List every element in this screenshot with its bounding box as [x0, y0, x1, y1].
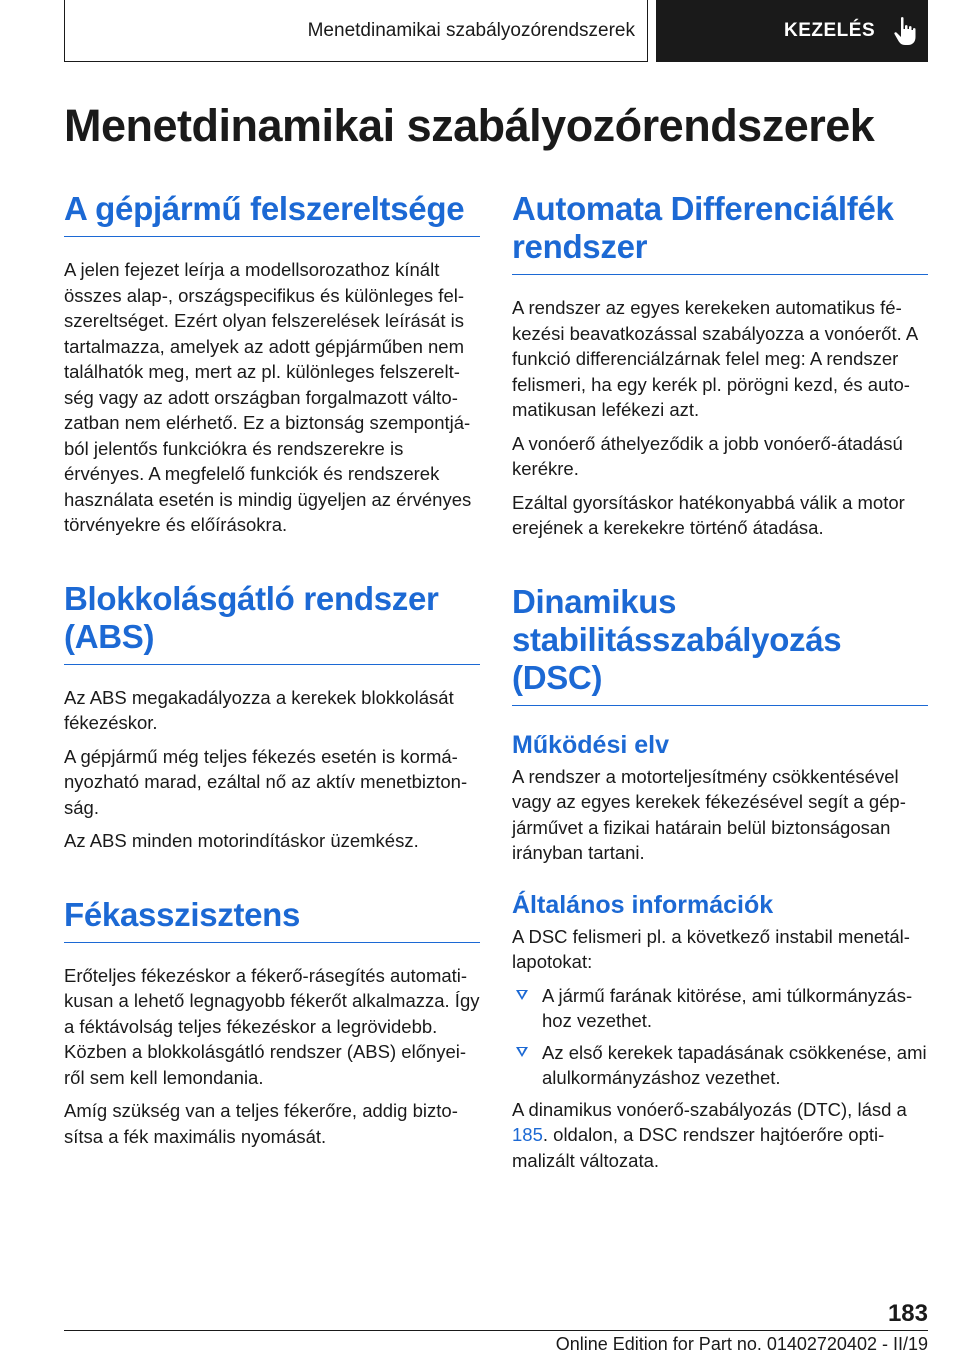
footer-edition: Online Edition for Part no. 01402720402 - II/19: [555, 1334, 928, 1354]
heading-dsc: Dinamikus stabilitásszabályozás (DSC): [512, 583, 928, 706]
header-section-title: Menetdinamikai szabályozórendszerek: [64, 0, 648, 62]
list-item-text: A jármű farának kitörése, ami túlkormányzáshoz vezethet.: [542, 984, 913, 1031]
heading-brake-assist: Fékasszisztens: [64, 896, 480, 943]
left-column: [64, 190, 480, 1149]
page-number: 183: [887, 1300, 928, 1327]
right-column: [512, 190, 928, 1173]
heading-equipment: A gépjármű felszereltsége: [64, 190, 480, 237]
list-item: [512, 983, 928, 1034]
abs-paragraph-3: Az ABS minden motorindításkor üzemkész.: [64, 830, 419, 851]
list-item-text: Az első kerekek tapadásának csökkenése, ami alulkormányzáshoz vezethet.: [542, 1041, 927, 1088]
dtc-text-before: A dinamikus vonóerő-szabályozás (DTC), lásd a: [512, 1098, 907, 1120]
brake-assist-paragraph-1: Erőteljes fékezéskor a fékerő-rásegítés automatikusan a lehető legnagyobb fékerőt alkalmazza. Így a féktávolság teljes fékezéskor a legrövidebb. Közben a blokkolásgátló rendszer (ABS) előnyeiről sem kell lemondania.: [64, 964, 480, 1088]
triangle-bullet-icon: [516, 1047, 528, 1057]
heading-operating-principle: Működési elv: [512, 730, 669, 759]
equipment-paragraph: A jelen fejezet leírja a modellsorozathoz kínált összes alap-, országspecifikus és különleges felszereltséget. Ezért olyan felszerelések leírását is tartalmazza, amelyek az adott gépjárműben nem találhatók meg, mert az pl. különleges felszereltség vagy az adott országban forgalmazott változatban nem elérhető. Ez a biztonság szempontjából jelentős funkciókra és rendszerekre is érvényes. A megfelelő funkciók és rendszerek használata esetén is mindig ügyeljen az érvényes törvényekre és előírásokra.: [64, 259, 472, 535]
heading-abs: Blokkolásgátló rendszer (ABS): [64, 580, 480, 665]
abs-paragraph-2: A gépjármű még teljes fékezés esetén is kormányozható marad, ezáltal nő az aktív menetbiztonság.: [64, 745, 468, 818]
pointing-hand-icon: [893, 16, 919, 46]
dtc-text-after: . oldalon, a DSC rendszer hajtóerőre optimalizált változata.: [512, 1124, 885, 1171]
triangle-bullet-icon: [516, 990, 528, 1000]
differential-paragraph-3: Ezáltal gyorsításkor hatékonyabbá válik a motor erejének a kerekekre történő átadása.: [512, 491, 905, 538]
brake-assist-paragraph-2: Amíg szükség van a teljes fékerőre, addig biztosítsa a fék maximális nyomását.: [64, 1100, 458, 1147]
header-chapter-tab[interactable]: [656, 0, 928, 62]
general-info-paragraph-1: A DSC felismeri pl. a következő instabil menetállapotokat:: [512, 925, 910, 972]
abs-paragraph-1: Az ABS megakadályozza a kerekek blokkolását fékezéskor.: [64, 686, 454, 733]
differential-paragraph-2: A vonóerő áthelyeződik a jobb vonóerő-átadású kerékre.: [512, 432, 903, 479]
dsc-bullet-list: [512, 983, 928, 1091]
footer-divider: [64, 1330, 928, 1331]
operating-principle-paragraph: A rendszer a motorteljesítmény csökkentésével vagy az egyes kerekek fékezésével segít a gépjárművet a fizikai határain belül biztonságosan irányban tartani.: [512, 765, 906, 863]
list-item: [512, 1040, 928, 1091]
page-reference-link[interactable]: 185: [512, 1124, 543, 1145]
general-info-paragraph-2: [512, 1097, 928, 1174]
differential-paragraph-1: A rendszer az egyes kerekeken automatikus fékezési beavatkozással szabályozza a vonóerőt. A funkció differenciálzárnak felel meg: A rendszer felismeri, ha egy kerék pl. pörögni kezd, és automatikusan lefékezi azt.: [512, 297, 918, 420]
heading-general-info: Általános információk: [512, 890, 774, 919]
header-chapter-label: KEZELÉS: [784, 20, 876, 41]
heading-differential-brake: Automata Differenciálfék rendszer: [512, 190, 928, 275]
page-title: Menetdinamikai szabályozórendszerek: [64, 100, 875, 151]
